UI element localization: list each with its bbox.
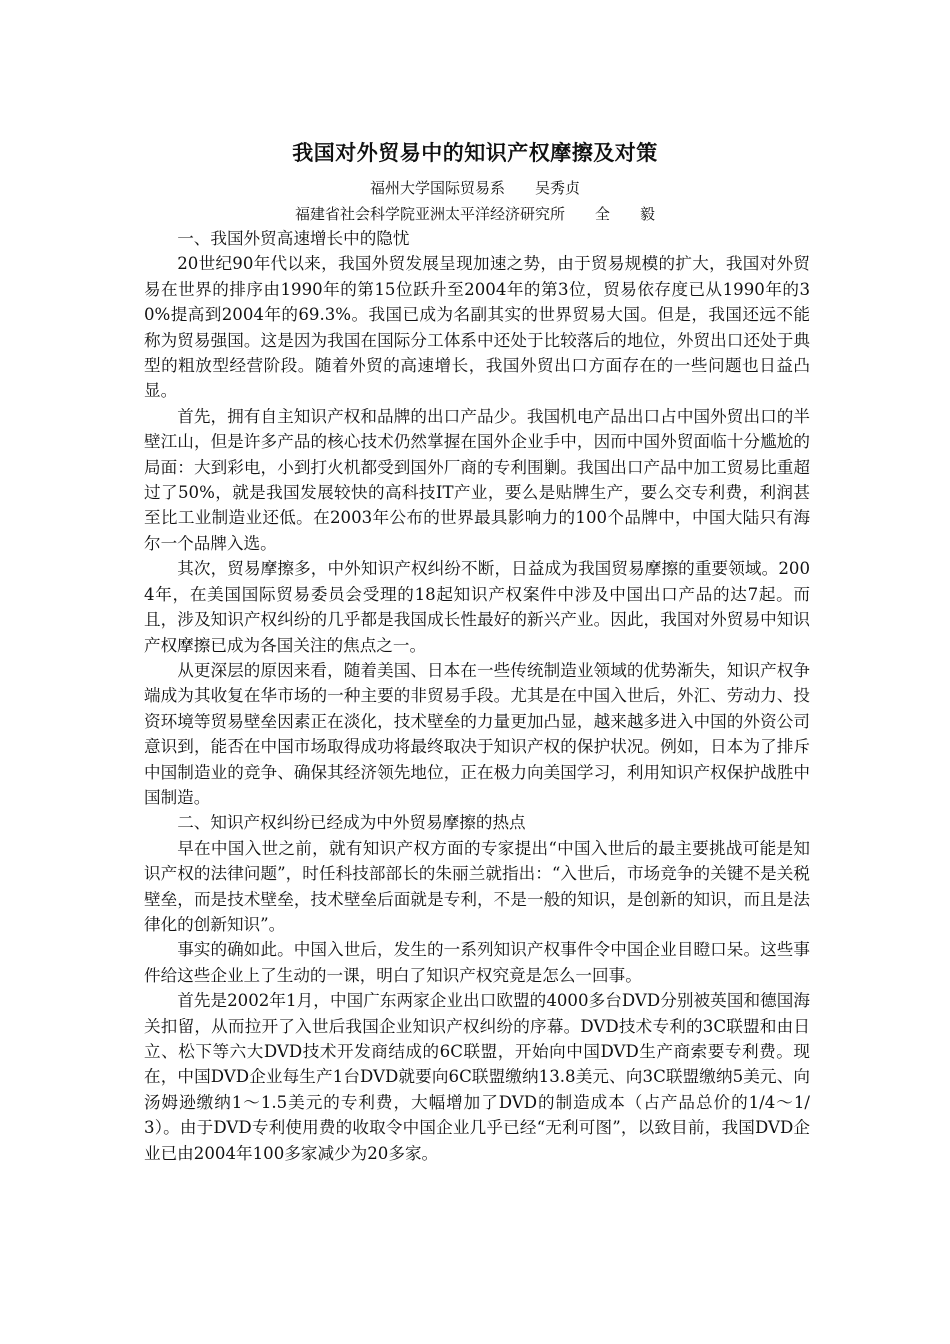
author-line-1: 福州大学国际贸易系 吴秀贞 xyxy=(369,179,580,197)
section-heading-2: 二、知识产权纠纷已经成为中外贸易摩擦的热点 xyxy=(177,813,526,833)
author-line-2: 福建省社会科学院亚洲太平洋经济研究所 全 毅 xyxy=(294,205,655,223)
paragraph: 从更深层的原因来看，随着美国、日本在一些传统制造业领域的优势渐失，知识产权争端成为其收复在华市场的一种主要的非贸易手段。尤其是在中国入世后，外汇、劳动力、投资环境等贸易壁垒因素正在淡化，技术壁垒的力量更加凸显，越来越多进入中国的外资公司意识到，能否在中国市场取得成功将最终取决于知识产权的保护状况。例如，日本为了排斥中国制造业的竞争、确保其经济领先地位，正在极力向美国学习，利用知识产权保护战胜中国制造。 xyxy=(144,660,810,807)
document-body xyxy=(144,226,810,1166)
paragraph: 20世纪90年代以来，我国外贸发展呈现加速之势，由于贸易规模的扩大，我国对外贸易在世界的排序由1990年的第15位跃升至2004年的第3位，贸易依存度已从1990年的30%提高到2004年的69.3%。我国已成为名副其实的世界贸易大国。但是，我国还远不能称为贸易强国。这是因为我国在国际分工体系中还处于比较落后的地位，外贸出口还处于典型的粗放型经营阶段。随着外贸的高速增长，我国外贸出口方面存在的一些问题也日益凸显。 xyxy=(144,254,810,401)
document-title: 我国对外贸易中的知识产权摩擦及对策 xyxy=(292,140,658,165)
paragraph: 首先是2002年1月，中国广东两家企业出口欧盟的4000多台DVD分别被英国和德国海关扣留，从而拉开了入世后我国企业知识产权纠纷的序幕。DVD技术专利的3C联盟和由日立、松下等六大DVD技术开发商结成的6C联盟，开始向中国DVD生产商索要专利费。现在，中国DVD企业每生产1台DVD就要向6C联盟缴纳13.8美元、向3C联盟缴纳5美元、向汤姆逊缴纳1～1.5美元的专利费，大幅增加了DVD的制造成本（占产品总价的1/4～1/3）。由于DVD专利使用费的收取令中国企业几乎已经“无利可图”，以致目前，我国DVD企业已由2004年100多家减少为20多家。 xyxy=(144,991,810,1163)
paragraph: 早在中国入世之前，就有知识产权方面的专家提出“中国入世后的最主要挑战可能是知识产权的法律问题”，时任科技部部长的朱丽兰就指出：“入世后，市场竞争的关键不是关税壁垒，而是技术壁垒，技术壁垒后面就是专利，不是一般的知识，是创新的知识，而且是法律化的创新知识”。 xyxy=(144,838,810,934)
paragraph: 事实的确如此。中国入世后，发生的一系列知识产权事件令中国企业目瞪口呆。这些事件给这些企业上了生动的一课，明白了知识产权究竟是怎么一回事。 xyxy=(144,940,810,985)
paragraph: 其次，贸易摩擦多，中外知识产权纠纷不断，日益成为我国贸易摩擦的重要领域。2004年，在美国国际贸易委员会受理的18起知识产权案件中涉及中国出口产品的达7起。而且，涉及知识产权纠纷的几乎都是我国成长性最好的新兴产业。因此，我国对外贸易中知识产权摩擦已成为各国关注的焦点之一。 xyxy=(144,559,810,655)
paragraph: 首先，拥有自主知识产权和品牌的出口产品少。我国机电产品出口占中国外贸出口的半壁江山，但是许多产品的核心技术仍然掌握在国外企业手中，因而中国外贸面临十分尴尬的局面：大到彩电，小到打火机都受到国外厂商的专利围剿。我国出口产品中加工贸易比重超过了50%，就是我国发展较快的高科技IT产业，要么是贴牌生产，要么交专利费，利润甚至比工业制造业还低。在2003年公布的世界最具影响力的100个品牌中，中国大陆只有海尔一个品牌入选。 xyxy=(144,406,810,553)
section-heading-1: 一、我国外贸高速增长中的隐忧 xyxy=(177,229,410,248)
